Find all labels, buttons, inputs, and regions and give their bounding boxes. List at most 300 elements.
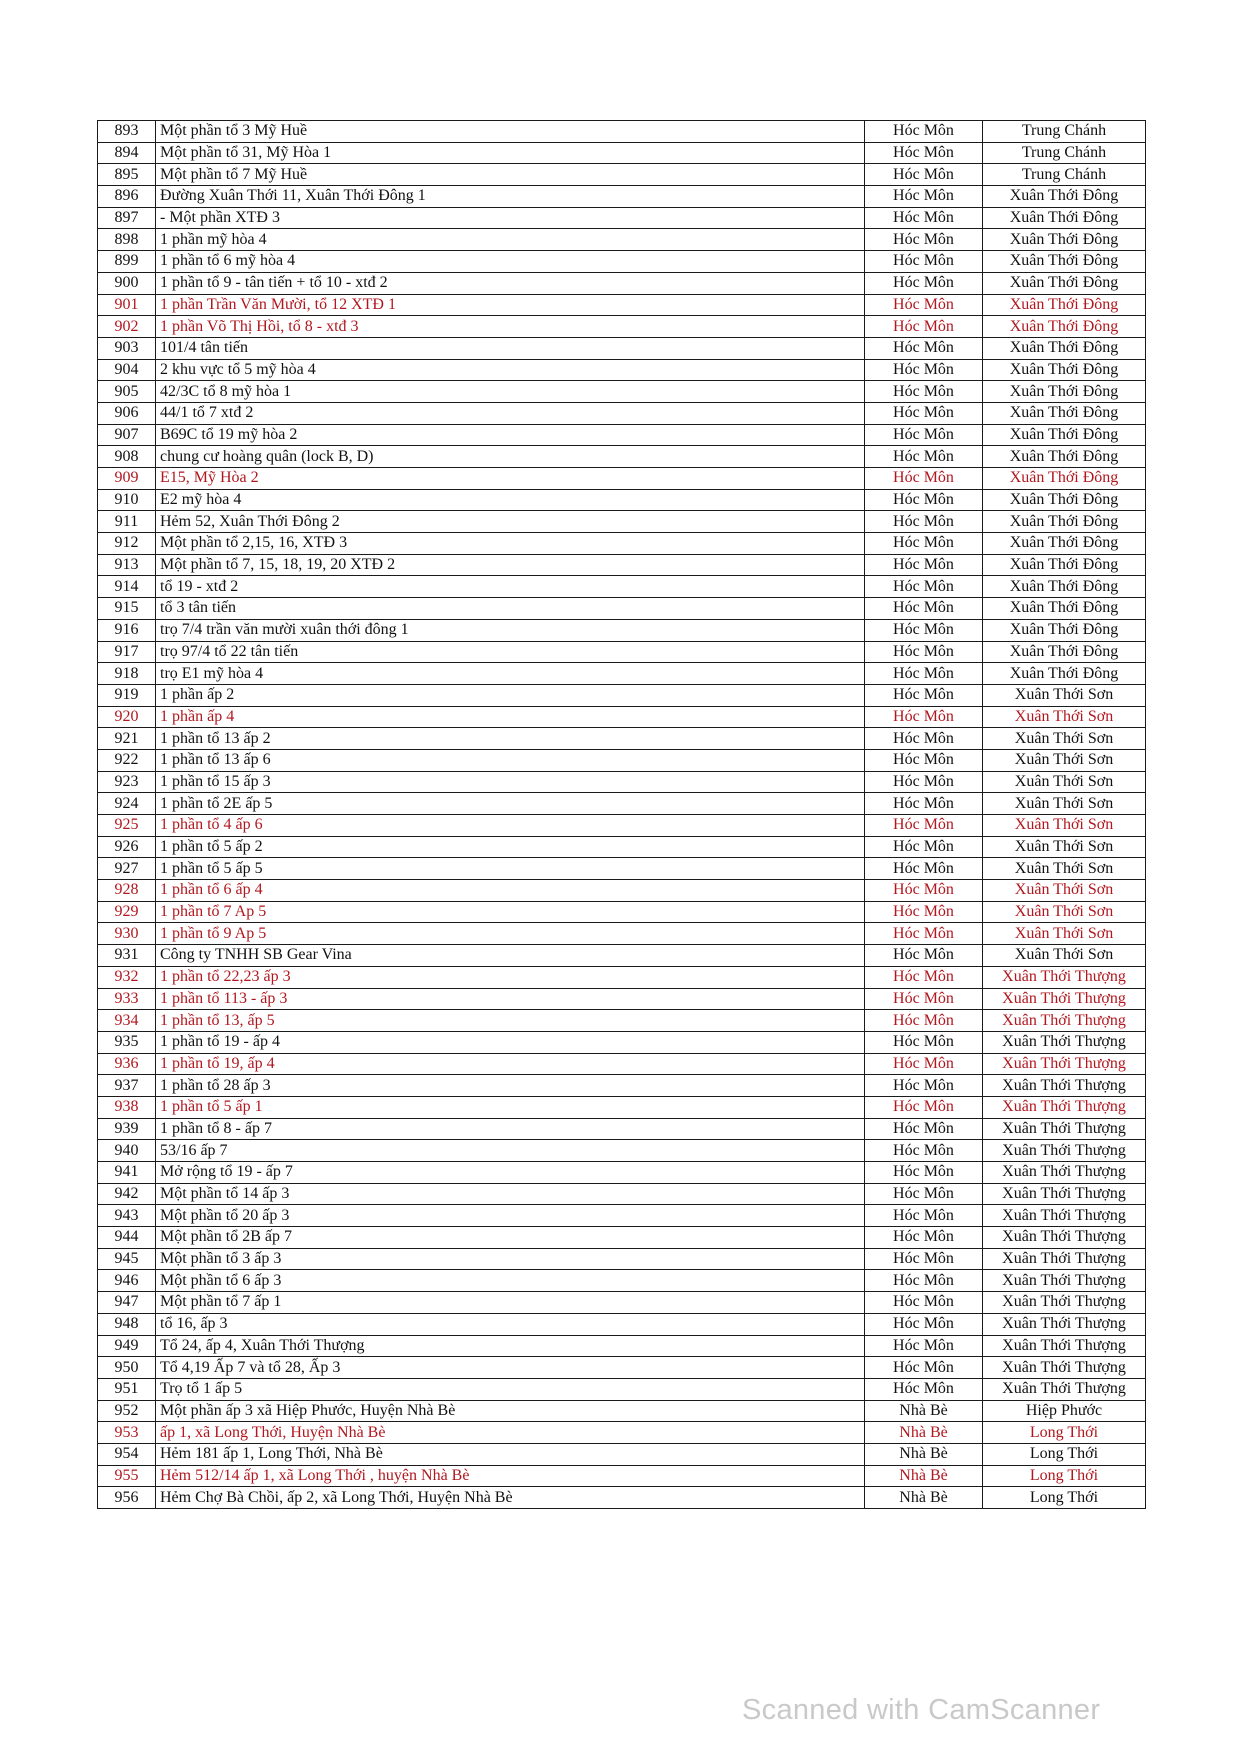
row-number-cell: 904 xyxy=(98,359,156,381)
row-number-cell: 948 xyxy=(98,1313,156,1335)
address-description-cell: chung cư hoàng quân (lock B, D) xyxy=(156,446,865,468)
address-description-cell: 1 phần tổ 5 ấp 1 xyxy=(156,1096,865,1118)
address-description-cell: E2 mỹ hòa 4 xyxy=(156,489,865,511)
table-row xyxy=(98,1205,1146,1227)
row-number-cell: 910 xyxy=(98,489,156,511)
district-cell: Hóc Môn xyxy=(865,251,983,273)
ward-cell: Xuân Thới Thượng xyxy=(983,1378,1146,1400)
ward-cell: Xuân Thới Đông xyxy=(983,619,1146,641)
district-cell: Hóc Môn xyxy=(865,1118,983,1140)
district-cell: Hóc Môn xyxy=(865,880,983,902)
ward-cell: Xuân Thới Sơn xyxy=(983,815,1146,837)
ward-cell: Xuân Thới Đông xyxy=(983,511,1146,533)
row-number-cell: 916 xyxy=(98,619,156,641)
address-description-cell: 1 phần tổ 9 Ap 5 xyxy=(156,923,865,945)
row-number-cell: 939 xyxy=(98,1118,156,1140)
row-number-cell: 932 xyxy=(98,966,156,988)
row-number-cell: 912 xyxy=(98,533,156,555)
address-description-cell: Một phần tổ 7, 15, 18, 19, 20 XTĐ 2 xyxy=(156,554,865,576)
ward-cell: Xuân Thới Sơn xyxy=(983,749,1146,771)
address-description-cell: 1 phần tổ 6 ấp 4 xyxy=(156,880,865,902)
address-description-cell: trọ 7/4 trần văn mười xuân thới đông 1 xyxy=(156,619,865,641)
table-row xyxy=(98,1162,1146,1184)
district-cell: Hóc Môn xyxy=(865,1270,983,1292)
ward-cell: Xuân Thới Thượng xyxy=(983,1140,1146,1162)
address-description-cell: tổ 3 tân tiến xyxy=(156,598,865,620)
district-cell: Hóc Môn xyxy=(865,1378,983,1400)
district-cell: Hóc Môn xyxy=(865,554,983,576)
ward-cell: Xuân Thới Sơn xyxy=(983,945,1146,967)
address-description-cell: trọ 97/4 tổ 22 tân tiến xyxy=(156,641,865,663)
address-description-cell: 44/1 tổ 7 xtđ 2 xyxy=(156,402,865,424)
district-cell: Hóc Môn xyxy=(865,1205,983,1227)
ward-cell: Xuân Thới Sơn xyxy=(983,858,1146,880)
row-number-cell: 907 xyxy=(98,424,156,446)
district-cell: Hóc Môn xyxy=(865,164,983,186)
row-number-cell: 899 xyxy=(98,251,156,273)
district-cell: Hóc Môn xyxy=(865,749,983,771)
table-row xyxy=(98,446,1146,468)
row-number-cell: 943 xyxy=(98,1205,156,1227)
district-cell: Hóc Môn xyxy=(865,294,983,316)
row-number-cell: 937 xyxy=(98,1075,156,1097)
address-description-cell: 53/16 ấp 7 xyxy=(156,1140,865,1162)
district-cell: Hóc Môn xyxy=(865,1248,983,1270)
district-cell: Nhà Bè xyxy=(865,1400,983,1422)
table-row xyxy=(98,945,1146,967)
row-number-cell: 944 xyxy=(98,1227,156,1249)
ward-cell: Xuân Thới Đông xyxy=(983,598,1146,620)
ward-cell: Xuân Thới Sơn xyxy=(983,880,1146,902)
district-cell: Nhà Bè xyxy=(865,1443,983,1465)
table-row xyxy=(98,142,1146,164)
row-number-cell: 918 xyxy=(98,663,156,685)
ward-cell: Trung Chánh xyxy=(983,164,1146,186)
ward-cell: Xuân Thới Sơn xyxy=(983,728,1146,750)
district-cell: Hóc Môn xyxy=(865,337,983,359)
address-description-cell: Một phần tổ 7 ấp 1 xyxy=(156,1292,865,1314)
address-description-cell: Mở rộng tổ 19 - ấp 7 xyxy=(156,1162,865,1184)
table-row xyxy=(98,1487,1146,1509)
table-row xyxy=(98,207,1146,229)
row-number-cell: 927 xyxy=(98,858,156,880)
table-row xyxy=(98,1053,1146,1075)
table-row xyxy=(98,598,1146,620)
address-description-cell: 42/3C tổ 8 mỹ hòa 1 xyxy=(156,381,865,403)
ward-cell: Xuân Thới Đông xyxy=(983,489,1146,511)
ward-cell: Long Thới xyxy=(983,1465,1146,1487)
table-row xyxy=(98,1422,1146,1444)
table-row xyxy=(98,836,1146,858)
district-cell: Hóc Môn xyxy=(865,207,983,229)
ward-cell: Xuân Thới Thượng xyxy=(983,1118,1146,1140)
district-cell: Hóc Môn xyxy=(865,489,983,511)
ward-cell: Xuân Thới Thượng xyxy=(983,1292,1146,1314)
row-number-cell: 953 xyxy=(98,1422,156,1444)
address-description-cell: Tổ 24, ấp 4, Xuân Thới Thượng xyxy=(156,1335,865,1357)
table-row xyxy=(98,619,1146,641)
ward-cell: Xuân Thới Đông xyxy=(983,424,1146,446)
row-number-cell: 902 xyxy=(98,316,156,338)
table-row xyxy=(98,1248,1146,1270)
row-number-cell: 941 xyxy=(98,1162,156,1184)
district-cell: Hóc Môn xyxy=(865,359,983,381)
address-description-cell: 1 phần mỹ hòa 4 xyxy=(156,229,865,251)
address-description-cell: 101/4 tân tiến xyxy=(156,337,865,359)
table-row xyxy=(98,793,1146,815)
ward-cell: Xuân Thới Thượng xyxy=(983,1096,1146,1118)
district-cell: Hóc Môn xyxy=(865,424,983,446)
row-number-cell: 955 xyxy=(98,1465,156,1487)
table-row xyxy=(98,294,1146,316)
address-description-cell: 1 phần tổ 19 - ấp 4 xyxy=(156,1031,865,1053)
ward-cell: Xuân Thới Sơn xyxy=(983,771,1146,793)
district-cell: Hóc Môn xyxy=(865,923,983,945)
table-row xyxy=(98,1183,1146,1205)
row-number-cell: 909 xyxy=(98,468,156,490)
ward-cell: Xuân Thới Thượng xyxy=(983,1010,1146,1032)
ward-cell: Long Thới xyxy=(983,1487,1146,1509)
district-cell: Hóc Môn xyxy=(865,1313,983,1335)
district-cell: Hóc Môn xyxy=(865,1292,983,1314)
district-cell: Hóc Môn xyxy=(865,641,983,663)
ward-cell: Xuân Thới Thượng xyxy=(983,1227,1146,1249)
row-number-cell: 896 xyxy=(98,186,156,208)
row-number-cell: 933 xyxy=(98,988,156,1010)
address-description-cell: 1 phần tổ 15 ấp 3 xyxy=(156,771,865,793)
row-number-cell: 949 xyxy=(98,1335,156,1357)
row-number-cell: 913 xyxy=(98,554,156,576)
address-description-cell: 1 phần tổ 7 Ap 5 xyxy=(156,901,865,923)
address-description-cell: 1 phần tổ 2E ấp 5 xyxy=(156,793,865,815)
table-row xyxy=(98,1010,1146,1032)
address-description-cell: Hẻm 52, Xuân Thới Đông 2 xyxy=(156,511,865,533)
address-description-cell: 1 phần tổ 13 ấp 6 xyxy=(156,749,865,771)
camscanner-watermark: Scanned with CamScanner xyxy=(742,1694,1101,1726)
ward-cell: Xuân Thới Đông xyxy=(983,207,1146,229)
ward-cell: Xuân Thới Thượng xyxy=(983,1335,1146,1357)
table-row xyxy=(98,272,1146,294)
district-cell: Hóc Môn xyxy=(865,1162,983,1184)
row-number-cell: 908 xyxy=(98,446,156,468)
table-row xyxy=(98,381,1146,403)
row-number-cell: 926 xyxy=(98,836,156,858)
address-table-body xyxy=(98,121,1146,1509)
table-row xyxy=(98,706,1146,728)
row-number-cell: 900 xyxy=(98,272,156,294)
district-cell: Hóc Môn xyxy=(865,533,983,555)
table-row xyxy=(98,1357,1146,1379)
row-number-cell: 951 xyxy=(98,1378,156,1400)
table-row xyxy=(98,533,1146,555)
table-row xyxy=(98,1335,1146,1357)
row-number-cell: 898 xyxy=(98,229,156,251)
row-number-cell: 911 xyxy=(98,511,156,533)
district-cell: Hóc Môn xyxy=(865,402,983,424)
district-cell: Hóc Môn xyxy=(865,619,983,641)
district-cell: Hóc Môn xyxy=(865,793,983,815)
table-row xyxy=(98,554,1146,576)
district-cell: Hóc Môn xyxy=(865,468,983,490)
ward-cell: Xuân Thới Sơn xyxy=(983,923,1146,945)
ward-cell: Xuân Thới Thượng xyxy=(983,1205,1146,1227)
table-row xyxy=(98,468,1146,490)
address-description-cell: tổ 19 - xtđ 2 xyxy=(156,576,865,598)
table-row xyxy=(98,1378,1146,1400)
row-number-cell: 895 xyxy=(98,164,156,186)
ward-cell: Xuân Thới Đông xyxy=(983,663,1146,685)
address-description-cell: - Một phần XTĐ 3 xyxy=(156,207,865,229)
row-number-cell: 931 xyxy=(98,945,156,967)
district-cell: Hóc Môn xyxy=(865,446,983,468)
table-row xyxy=(98,121,1146,143)
table-row xyxy=(98,923,1146,945)
table-row xyxy=(98,1075,1146,1097)
ward-cell: Trung Chánh xyxy=(983,121,1146,143)
table-row xyxy=(98,402,1146,424)
ward-cell: Xuân Thới Sơn xyxy=(983,793,1146,815)
ward-cell: Xuân Thới Thượng xyxy=(983,1183,1146,1205)
ward-cell: Xuân Thới Sơn xyxy=(983,901,1146,923)
ward-cell: Long Thới xyxy=(983,1422,1146,1444)
table-row xyxy=(98,901,1146,923)
ward-cell: Xuân Thới Đông xyxy=(983,272,1146,294)
table-row xyxy=(98,749,1146,771)
row-number-cell: 934 xyxy=(98,1010,156,1032)
row-number-cell: 945 xyxy=(98,1248,156,1270)
address-description-cell: 1 phần tổ 5 ấp 2 xyxy=(156,836,865,858)
row-number-cell: 915 xyxy=(98,598,156,620)
ward-cell: Xuân Thới Thượng xyxy=(983,1075,1146,1097)
district-cell: Hóc Môn xyxy=(865,684,983,706)
address-description-cell: Một phần tổ 2,15, 16, XTĐ 3 xyxy=(156,533,865,555)
district-cell: Hóc Môn xyxy=(865,728,983,750)
row-number-cell: 924 xyxy=(98,793,156,815)
district-cell: Hóc Môn xyxy=(865,1335,983,1357)
district-cell: Hóc Môn xyxy=(865,836,983,858)
district-cell: Hóc Môn xyxy=(865,1075,983,1097)
ward-cell: Hiệp Phước xyxy=(983,1400,1146,1422)
address-description-cell: 1 phần tổ 13 ấp 2 xyxy=(156,728,865,750)
table-row xyxy=(98,229,1146,251)
ward-cell: Trung Chánh xyxy=(983,142,1146,164)
ward-cell: Xuân Thới Đông xyxy=(983,316,1146,338)
ward-cell: Xuân Thới Đông xyxy=(983,251,1146,273)
address-description-cell: Công ty TNHH SB Gear Vina xyxy=(156,945,865,967)
district-cell: Hóc Môn xyxy=(865,988,983,1010)
row-number-cell: 897 xyxy=(98,207,156,229)
address-description-cell: Một phần tổ 6 ấp 3 xyxy=(156,1270,865,1292)
district-cell: Hóc Môn xyxy=(865,1053,983,1075)
address-description-cell: Đường Xuân Thới 11, Xuân Thới Đông 1 xyxy=(156,186,865,208)
address-description-cell: 1 phần tổ 22,23 ấp 3 xyxy=(156,966,865,988)
table-row xyxy=(98,1292,1146,1314)
table-row xyxy=(98,815,1146,837)
district-cell: Hóc Môn xyxy=(865,186,983,208)
table-row xyxy=(98,186,1146,208)
row-number-cell: 901 xyxy=(98,294,156,316)
address-description-cell: Một phần ấp 3 xã Hiệp Phước, Huyện Nhà Bè xyxy=(156,1400,865,1422)
address-description-cell: 1 phần tổ 19, ấp 4 xyxy=(156,1053,865,1075)
row-number-cell: 917 xyxy=(98,641,156,663)
district-cell: Hóc Môn xyxy=(865,1227,983,1249)
ward-cell: Xuân Thới Đông xyxy=(983,641,1146,663)
row-number-cell: 920 xyxy=(98,706,156,728)
address-description-cell: 1 phần tổ 9 - tân tiến + tổ 10 - xtđ 2 xyxy=(156,272,865,294)
address-description-cell: trọ E1 mỹ hòa 4 xyxy=(156,663,865,685)
row-number-cell: 935 xyxy=(98,1031,156,1053)
row-number-cell: 894 xyxy=(98,142,156,164)
row-number-cell: 946 xyxy=(98,1270,156,1292)
district-cell: Hóc Môn xyxy=(865,663,983,685)
ward-cell: Xuân Thới Đông xyxy=(983,554,1146,576)
address-description-cell: 1 phần tổ 13, ấp 5 xyxy=(156,1010,865,1032)
address-description-cell: Hẻm 512/14 ấp 1, xã Long Thới , huyện Nhà Bè xyxy=(156,1465,865,1487)
ward-cell: Xuân Thới Đông xyxy=(983,446,1146,468)
ward-cell: Xuân Thới Đông xyxy=(983,186,1146,208)
table-row xyxy=(98,728,1146,750)
table-row xyxy=(98,1443,1146,1465)
row-number-cell: 923 xyxy=(98,771,156,793)
ward-cell: Xuân Thới Thượng xyxy=(983,1162,1146,1184)
table-row xyxy=(98,251,1146,273)
row-number-cell: 952 xyxy=(98,1400,156,1422)
address-description-cell: 1 phần tổ 8 - ấp 7 xyxy=(156,1118,865,1140)
address-description-cell: 1 phần ấp 4 xyxy=(156,706,865,728)
district-cell: Hóc Môn xyxy=(865,706,983,728)
address-description-cell: 1 phần Võ Thị Hồi, tổ 8 - xtđ 3 xyxy=(156,316,865,338)
row-number-cell: 928 xyxy=(98,880,156,902)
address-description-cell: Một phần tổ 7 Mỹ Huề xyxy=(156,164,865,186)
district-cell: Hóc Môn xyxy=(865,966,983,988)
ward-cell: Xuân Thới Thượng xyxy=(983,1248,1146,1270)
district-cell: Hóc Môn xyxy=(865,815,983,837)
address-description-cell: Một phần tổ 20 ấp 3 xyxy=(156,1205,865,1227)
address-description-cell: E15, Mỹ Hòa 2 xyxy=(156,468,865,490)
ward-cell: Xuân Thới Đông xyxy=(983,337,1146,359)
address-description-cell: Một phần tổ 31, Mỹ Hòa 1 xyxy=(156,142,865,164)
row-number-cell: 929 xyxy=(98,901,156,923)
address-description-cell: 1 phần Trần Văn Mười, tổ 12 XTĐ 1 xyxy=(156,294,865,316)
row-number-cell: 940 xyxy=(98,1140,156,1162)
row-number-cell: 921 xyxy=(98,728,156,750)
ward-cell: Xuân Thới Thượng xyxy=(983,1053,1146,1075)
row-number-cell: 903 xyxy=(98,337,156,359)
district-cell: Hóc Môn xyxy=(865,901,983,923)
district-cell: Hóc Môn xyxy=(865,1031,983,1053)
address-description-cell: Một phần tổ 3 ấp 3 xyxy=(156,1248,865,1270)
row-number-cell: 942 xyxy=(98,1183,156,1205)
district-cell: Nhà Bè xyxy=(865,1465,983,1487)
district-cell: Hóc Môn xyxy=(865,1357,983,1379)
row-number-cell: 956 xyxy=(98,1487,156,1509)
district-cell: Hóc Môn xyxy=(865,142,983,164)
district-cell: Hóc Môn xyxy=(865,598,983,620)
district-cell: Hóc Môn xyxy=(865,771,983,793)
row-number-cell: 938 xyxy=(98,1096,156,1118)
district-cell: Nhà Bè xyxy=(865,1487,983,1509)
ward-cell: Long Thới xyxy=(983,1443,1146,1465)
ward-cell: Xuân Thới Đông xyxy=(983,576,1146,598)
address-description-cell: 1 phần tổ 28 ấp 3 xyxy=(156,1075,865,1097)
row-number-cell: 950 xyxy=(98,1357,156,1379)
district-cell: Nhà Bè xyxy=(865,1422,983,1444)
ward-cell: Xuân Thới Thượng xyxy=(983,988,1146,1010)
ward-cell: Xuân Thới Thượng xyxy=(983,1270,1146,1292)
table-row xyxy=(98,966,1146,988)
address-description-cell: tổ 16, ấp 3 xyxy=(156,1313,865,1335)
address-description-cell: Hẻm 181 ấp 1, Long Thới, Nhà Bè xyxy=(156,1443,865,1465)
table-row xyxy=(98,511,1146,533)
row-number-cell: 925 xyxy=(98,815,156,837)
table-row xyxy=(98,359,1146,381)
ward-cell: Xuân Thới Sơn xyxy=(983,706,1146,728)
row-number-cell: 936 xyxy=(98,1053,156,1075)
table-row xyxy=(98,1140,1146,1162)
row-number-cell: 905 xyxy=(98,381,156,403)
table-row xyxy=(98,576,1146,598)
address-description-cell: ấp 1, xã Long Thới, Huyện Nhà Bè xyxy=(156,1422,865,1444)
ward-cell: Xuân Thới Đông xyxy=(983,294,1146,316)
district-cell: Hóc Môn xyxy=(865,511,983,533)
table-row xyxy=(98,1400,1146,1422)
district-cell: Hóc Môn xyxy=(865,316,983,338)
address-description-cell: Tổ 4,19 Ấp 7 và tổ 28, Ấp 3 xyxy=(156,1357,865,1379)
table-row xyxy=(98,1227,1146,1249)
district-cell: Hóc Môn xyxy=(865,272,983,294)
ward-cell: Xuân Thới Sơn xyxy=(983,684,1146,706)
address-description-cell: 1 phần tổ 4 ấp 6 xyxy=(156,815,865,837)
table-row xyxy=(98,1096,1146,1118)
table-row xyxy=(98,1313,1146,1335)
address-description-cell: 1 phần tổ 113 - ấp 3 xyxy=(156,988,865,1010)
ward-cell: Xuân Thới Đông xyxy=(983,468,1146,490)
row-number-cell: 906 xyxy=(98,402,156,424)
ward-cell: Xuân Thới Đông xyxy=(983,533,1146,555)
table-row xyxy=(98,164,1146,186)
row-number-cell: 954 xyxy=(98,1443,156,1465)
table-row xyxy=(98,1118,1146,1140)
district-cell: Hóc Môn xyxy=(865,1183,983,1205)
table-row xyxy=(98,316,1146,338)
district-cell: Hóc Môn xyxy=(865,576,983,598)
address-description-cell: Một phần tổ 14 ấp 3 xyxy=(156,1183,865,1205)
address-table xyxy=(97,120,1146,1509)
table-row xyxy=(98,1465,1146,1487)
table-row xyxy=(98,684,1146,706)
ward-cell: Xuân Thới Đông xyxy=(983,402,1146,424)
table-row xyxy=(98,489,1146,511)
row-number-cell: 919 xyxy=(98,684,156,706)
address-description-cell: 1 phần tổ 6 mỹ hòa 4 xyxy=(156,251,865,273)
address-description-cell: 1 phần tổ 5 ấp 5 xyxy=(156,858,865,880)
address-description-cell: Một phần tổ 3 Mỹ Huề xyxy=(156,121,865,143)
ward-cell: Xuân Thới Thượng xyxy=(983,1031,1146,1053)
address-description-cell: B69C tổ 19 mỹ hòa 2 xyxy=(156,424,865,446)
ward-cell: Xuân Thới Thượng xyxy=(983,1313,1146,1335)
district-cell: Hóc Môn xyxy=(865,858,983,880)
ward-cell: Xuân Thới Đông xyxy=(983,229,1146,251)
table-row xyxy=(98,337,1146,359)
row-number-cell: 893 xyxy=(98,121,156,143)
table-row xyxy=(98,663,1146,685)
district-cell: Hóc Môn xyxy=(865,381,983,403)
table-row xyxy=(98,858,1146,880)
address-description-cell: 1 phần ấp 2 xyxy=(156,684,865,706)
row-number-cell: 914 xyxy=(98,576,156,598)
table-row xyxy=(98,641,1146,663)
address-description-cell: Một phần tổ 2B ấp 7 xyxy=(156,1227,865,1249)
